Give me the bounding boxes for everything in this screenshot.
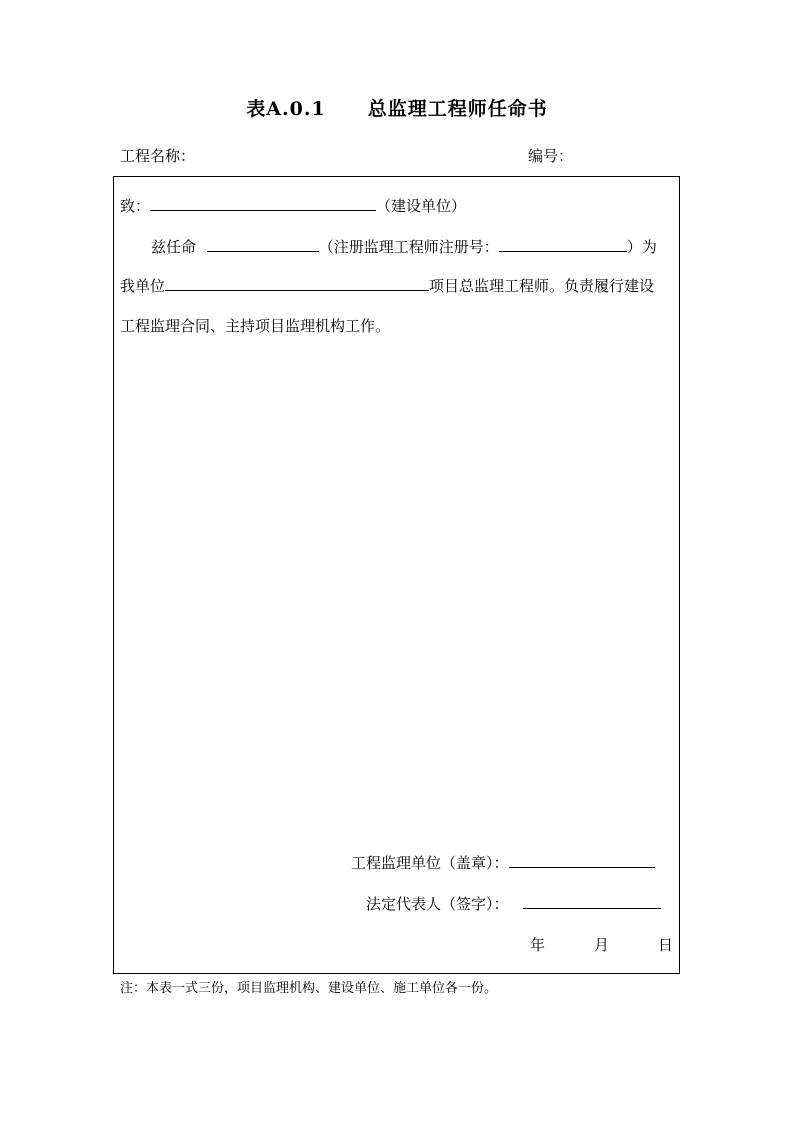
duty-line: 工程监理合同、主持项目监理机构工作。: [120, 317, 391, 335]
form-code: 表A.0.1: [246, 98, 326, 120]
appoint-prefix: 兹任命: [151, 238, 197, 256]
representative-line: [366, 893, 661, 914]
unit-line: [120, 275, 654, 296]
appoint-line: [151, 236, 657, 257]
footnote: 注：本表一式三份，项目监理机构、建设单位、施工单位各一份。: [120, 981, 498, 996]
project-blank[interactable]: [165, 275, 429, 291]
document-title: [0, 94, 794, 121]
to-line: [120, 195, 466, 216]
reg-close: ）为: [626, 238, 657, 256]
to-suffix: （建设单位）: [376, 197, 467, 215]
registration-number-blank[interactable]: [499, 236, 627, 252]
year-label: 年: [530, 936, 546, 954]
unit-suffix: 项目总监理工程师。负责履行建设: [429, 277, 655, 295]
construction-unit-blank[interactable]: [150, 195, 376, 211]
representative-blank[interactable]: [523, 893, 661, 909]
number-label: 编号：: [528, 147, 574, 165]
supervision-unit-line: [351, 852, 655, 873]
project-name-label: 工程名称：: [120, 147, 196, 165]
unit-prefix: 我单位: [120, 277, 166, 295]
engineer-name-blank[interactable]: [207, 236, 319, 252]
representative-label: 法定代表人（签字）：: [366, 895, 509, 913]
supervision-unit-blank[interactable]: [509, 852, 655, 868]
reg-open: （注册监理工程师注册号：: [318, 238, 499, 256]
supervision-unit-label: 工程监理单位（盖章）：: [351, 854, 509, 872]
form-name: 总监理工程师任命书: [367, 98, 548, 120]
month-label: 月: [594, 936, 610, 954]
day-label: 日: [658, 936, 674, 954]
to-label: 致：: [120, 197, 151, 215]
